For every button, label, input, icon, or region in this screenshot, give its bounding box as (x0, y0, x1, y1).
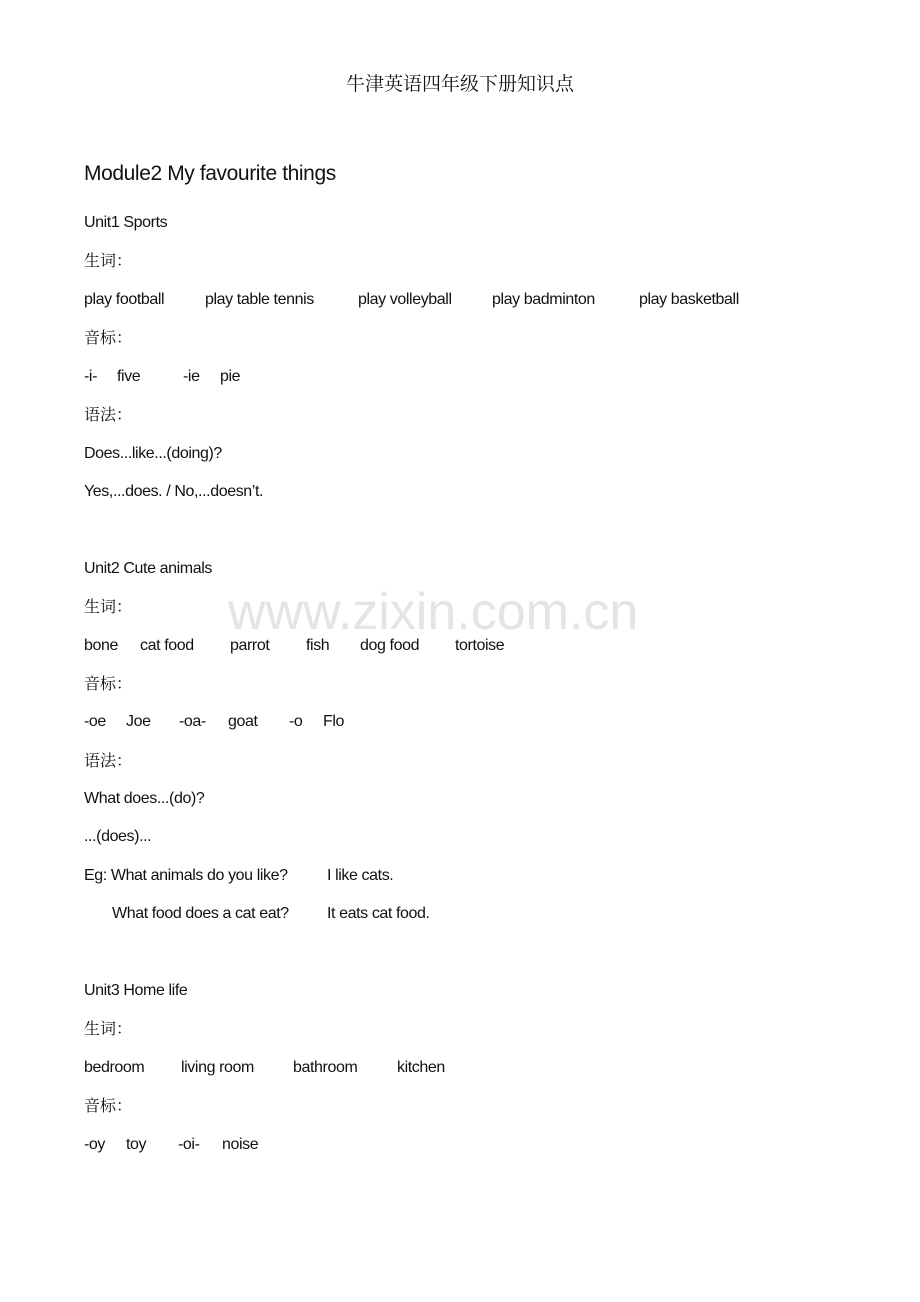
unit3-heading: Unit3 Home life (84, 982, 188, 999)
phonics-item: pie (220, 368, 241, 385)
grammar-line: Does...like...(doing)? (84, 445, 222, 462)
phonics-label: 音标： (84, 1096, 133, 1115)
page-title: 牛津英语四年级下册知识点 (345, 73, 574, 95)
vocab-word: play football (84, 291, 165, 308)
watermark: www.zixin.com.cn (228, 583, 639, 641)
phonics-item: Flo (323, 713, 345, 730)
phonics-item: five (117, 368, 141, 385)
phonics-item: -oa- (179, 713, 206, 730)
example-question: Eg: What animals do you like? (84, 867, 288, 884)
phonics-item: goat (228, 713, 258, 730)
phonics-item: -ie (183, 368, 200, 385)
vocab-word: living room (181, 1059, 254, 1076)
phonics-item: -oi- (178, 1136, 200, 1153)
grammar-label: 语法： (84, 751, 133, 770)
phonics-item: toy (126, 1136, 147, 1153)
vocab-word: bone (84, 637, 118, 654)
vocab-label: 生词： (84, 1019, 133, 1038)
example-answer: It eats cat food. (327, 905, 430, 922)
unit2-heading: Unit2 Cute animals (84, 560, 212, 577)
unit1-heading: Unit1 Sports (84, 214, 168, 231)
vocab-label: 生词： (84, 251, 133, 270)
module-heading: Module2 My favourite things (84, 162, 336, 185)
grammar-line: What does...(do)? (84, 790, 205, 807)
vocab-word: play table tennis (205, 291, 314, 308)
vocab-word: play basketball (639, 291, 739, 308)
grammar-label: 语法： (84, 405, 133, 424)
vocab-word: cat food (140, 637, 194, 654)
phonics-item: Joe (126, 713, 151, 730)
vocab-word: dog food (360, 637, 420, 654)
phonics-label: 音标： (84, 674, 133, 693)
vocab-word: play volleyball (358, 291, 452, 308)
phonics-label: 音标： (84, 328, 133, 347)
example-answer: I like cats. (327, 867, 394, 884)
vocab-word: bedroom (84, 1059, 145, 1076)
vocab-word: fish (306, 637, 330, 654)
vocab-word: bathroom (293, 1059, 358, 1076)
vocab-label: 生词： (84, 597, 133, 616)
grammar-line: ...(does)... (84, 828, 152, 845)
phonics-item: -o (289, 713, 303, 730)
vocab-word: play badminton (492, 291, 595, 308)
phonics-item: -i- (84, 368, 98, 385)
vocab-word: kitchen (397, 1059, 445, 1076)
example-question: What food does a cat eat? (112, 905, 289, 922)
phonics-item: noise (222, 1136, 259, 1153)
grammar-line: Yes,...does. / No,...doesn’t. (84, 483, 264, 500)
phonics-item: -oy (84, 1136, 106, 1153)
phonics-item: -oe (84, 713, 106, 730)
vocab-word: parrot (230, 637, 270, 654)
vocab-word: tortoise (455, 637, 505, 654)
